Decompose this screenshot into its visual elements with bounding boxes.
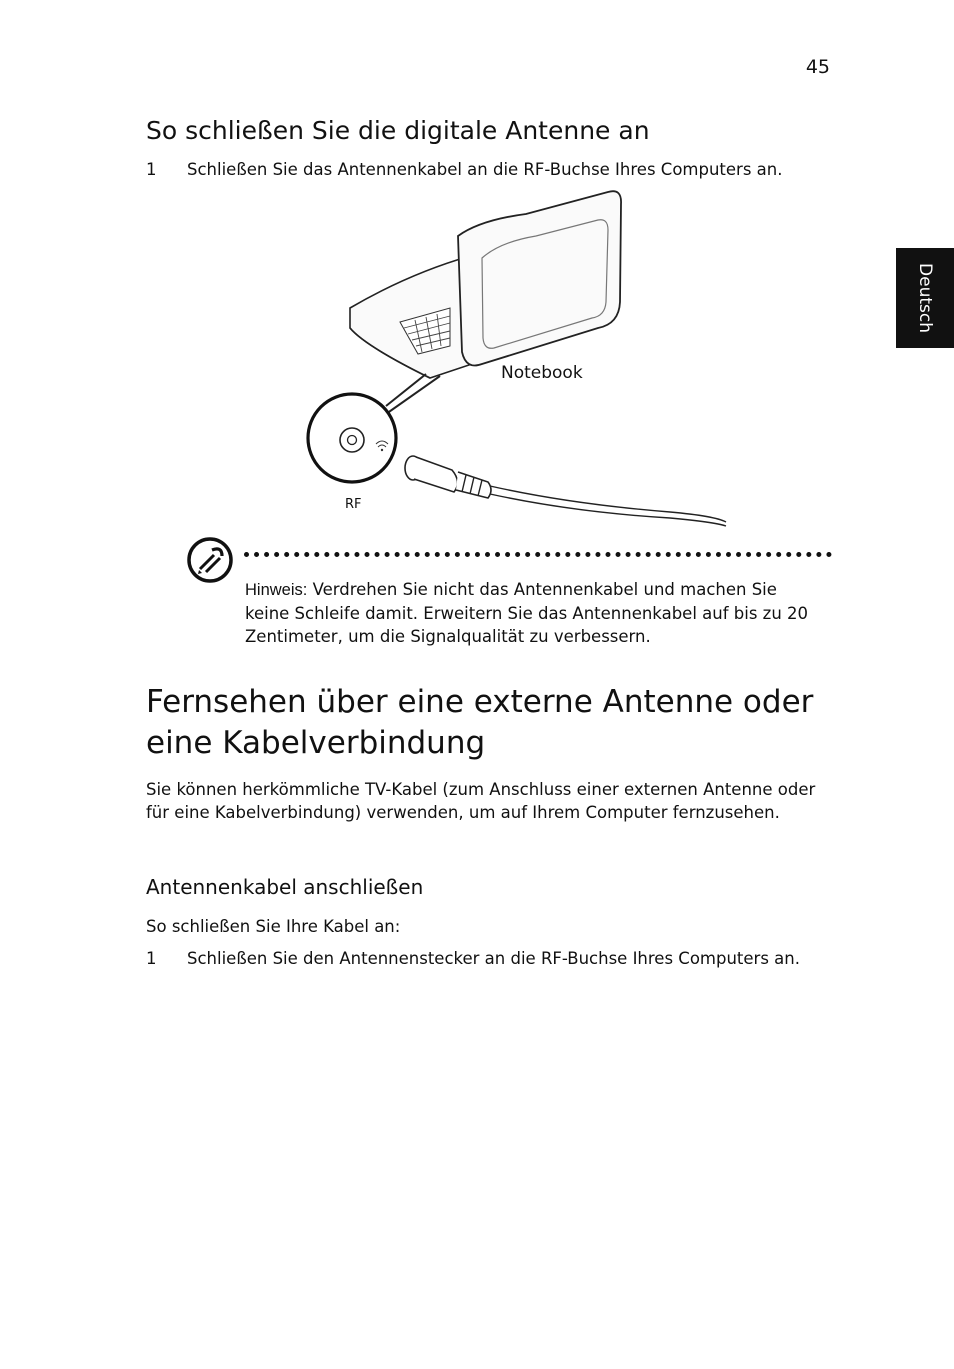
step-text: Schließen Sie den Antennenstecker an die RF-Buchse Ihres Computers an. [187, 949, 800, 968]
notebook-label: Notebook [501, 363, 583, 383]
notebook-antenna-illustration [290, 186, 740, 536]
note-divider [244, 552, 832, 557]
step-number: 1 [146, 949, 157, 968]
step-number: 1 [146, 160, 157, 179]
section-heading-digital-antenna: So schließen Sie die digitale Antenne an [146, 116, 650, 145]
note-icon [186, 536, 234, 584]
language-tab [896, 248, 954, 348]
rf-port-label: RF [345, 497, 362, 512]
section-paragraph: Sie können herkömmliche TV-Kabel (zum Anschluss einer externen Antenne oder für eine Kabelverbindung) verwenden, um auf Ihrem Computer fernzusehen. [146, 780, 816, 822]
section-heading-external-antenna: Fernsehen über eine externe Antenne oder eine Kabelverbindung [146, 684, 814, 761]
note-body: Verdrehen Sie nicht das Antennenkabel und machen Sie keine Schleife damit. Erweitern Sie das Antennenkabel auf bis zu 20 Zentimeter, um die Signalqualität zu verbessern. [245, 580, 809, 646]
step-text: Schließen Sie das Antennenkabel an die RF-Buchse Ihres Computers an. [187, 160, 783, 179]
subsection-intro: So schließen Sie Ihre Kabel an: [146, 917, 401, 936]
subsection-heading: Antennenkabel anschließen [146, 875, 424, 899]
note-label: Hinweis: [245, 581, 308, 599]
page-number: 45 [805, 56, 830, 78]
language-tab-label: Deutsch [915, 263, 935, 333]
note-box [245, 578, 825, 648]
